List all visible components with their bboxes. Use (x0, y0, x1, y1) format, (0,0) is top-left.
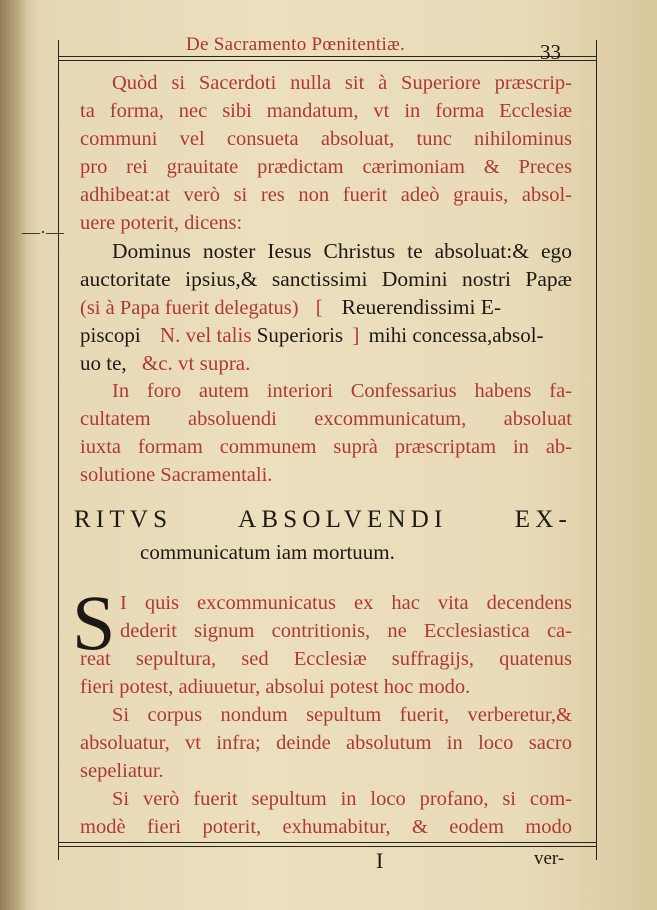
section-title: RITVS ABSOLVENDI EX- (74, 506, 572, 533)
body-line: modè fieri poterit, exhumabitur, & eodem modo (80, 816, 572, 838)
body-line: Si verò fuerit sepultum in loco profano, si com- (112, 788, 572, 810)
body-line: fieri potest, adiuuetur, absolui potest hoc modo. (80, 676, 471, 698)
para1-line: ta forma, nec sibi mandatum, vt in forma Ecclesiæ (80, 100, 572, 122)
body-line: sepeliatur. (80, 760, 164, 782)
para2-line: solutione Sacramentali. (80, 464, 273, 486)
signature-mark: I (376, 848, 384, 873)
formula-text: mihi concessa,absol- (368, 323, 544, 347)
body-line: I quis excommunicatus ex hac vita decendens (120, 592, 572, 614)
top-rule (58, 56, 596, 57)
formula-text: piscopi (80, 323, 141, 347)
formula-rubric: &c. vt supra. (141, 351, 251, 375)
para1-line: pro rei grauitate prædictam cærimoniam & Preces (80, 156, 572, 178)
catchword: ver- (534, 848, 565, 869)
bottom-rule (58, 842, 596, 843)
formula-line: Dominus noster Iesus Christus te absoluat:& ego (112, 239, 572, 263)
right-rule (596, 40, 597, 860)
formula-line (80, 350, 572, 376)
drop-capital: S (72, 579, 116, 666)
body-line: reat sepultura, sed Ecclesiæ suffragijs, quatenus (80, 648, 572, 670)
para2-line: In foro autem interiori Confessarius habens fa- (112, 380, 572, 402)
running-title: De Sacramento Pœnitentiæ. (186, 34, 406, 55)
body-line: Si corpus nondum sepultum fuerit, verberetur,& (112, 704, 572, 726)
para1-line: communi vel consueta absoluat, tunc nihilominus (80, 128, 572, 150)
binding-gutter (0, 0, 26, 910)
para1-line: adhibeat:at verò si res non fuerit adeò grauis, absol- (80, 184, 572, 206)
section-subtitle: communicatum iam mortuum. (140, 540, 395, 564)
formula-text: uo te, (80, 351, 127, 375)
top-rule-inner (58, 60, 596, 61)
para1-line: uere poterit, dicens: (80, 212, 243, 234)
close-bracket: ] (352, 323, 360, 347)
formula-rubric: (si à Papa fuerit delegatus) (80, 297, 299, 319)
formula-text: Superioris (256, 323, 344, 347)
para2-line: cultatem absoluendi excommunicatum, absoluat (80, 408, 572, 430)
marginal-mark: —·— (22, 222, 64, 242)
page-number: 33 (540, 40, 561, 64)
formula-text: Reuerendissimi E- (341, 295, 502, 319)
bottom-rule-inner (58, 846, 596, 847)
body-line: dederit signum contritionis, ne Ecclesiastica ca- (120, 620, 572, 642)
open-bracket: [ (315, 297, 323, 319)
formula-line: auctoritate ipsius,& sanctissimi Domini nostri Papæ (80, 267, 572, 291)
formula-line (80, 294, 572, 321)
formula-line (80, 322, 572, 348)
formula-rubric: N. vel talis (159, 323, 252, 347)
para1-line: Quòd si Sacerdoti nulla sit à Superiore præscrip- (112, 72, 572, 94)
left-rule (58, 40, 59, 860)
para2-line: iuxta formam communem suprà præscriptam in ab- (80, 436, 572, 458)
body-line: absoluatur, vt infra; deinde absolutum in loco sacro (80, 732, 572, 754)
